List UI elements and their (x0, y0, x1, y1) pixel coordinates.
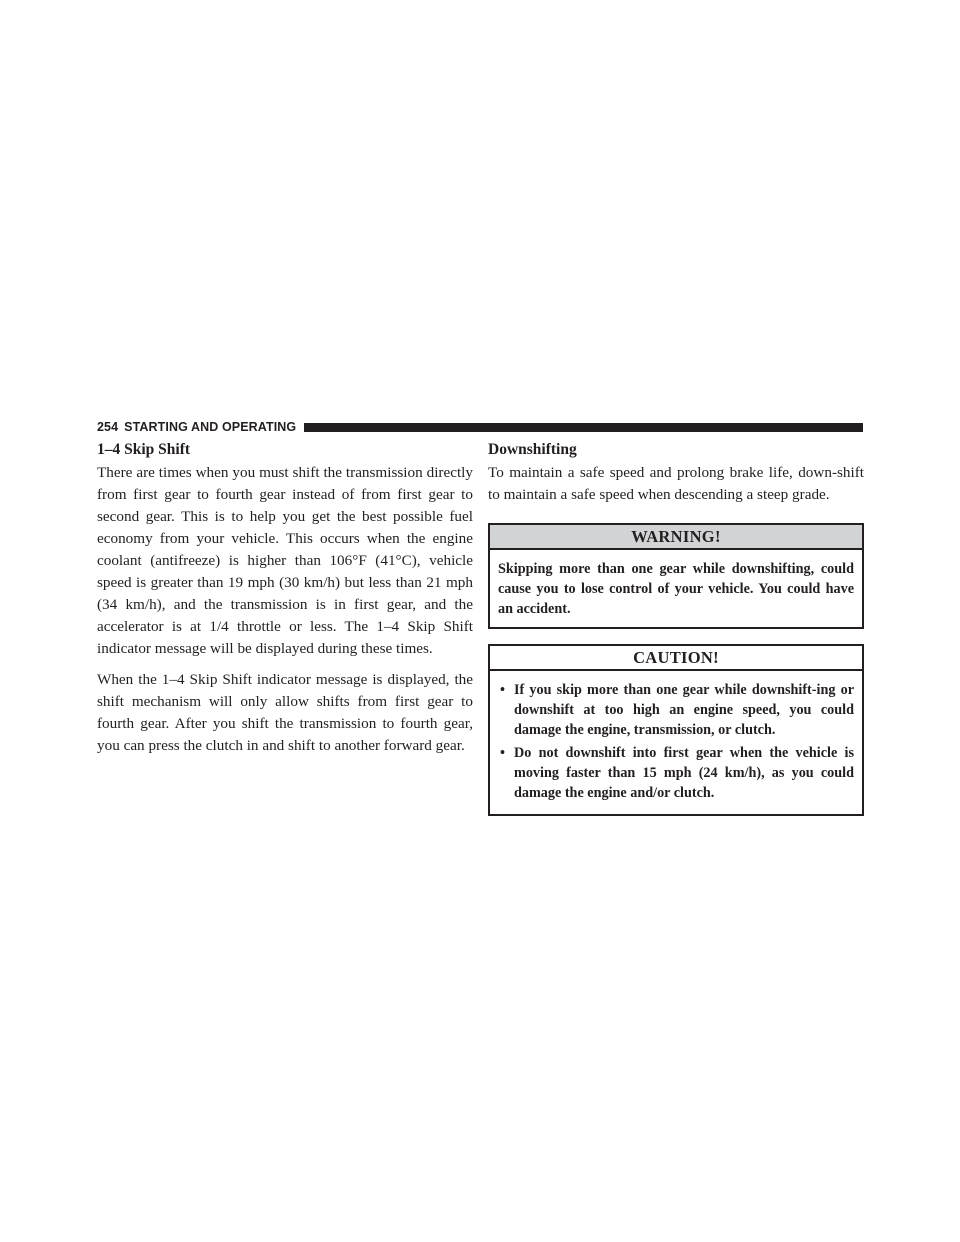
skip-shift-heading: 1–4 Skip Shift (97, 441, 191, 458)
left-column (97, 440, 473, 757)
caution-body (490, 671, 862, 814)
bullet-icon: • (500, 682, 505, 698)
downshifting-paragraph: To maintain a safe speed and prolong brake life, down-shift to maintain a safe speed when descending a steep grade. (488, 464, 864, 503)
header-rule (304, 423, 863, 432)
caution-item-text: Do not downshift into first gear when the vehicle is moving faster than 15 mph (24 km/h), as you could damage the engine and/or clutch. (514, 745, 854, 801)
warning-text: Skipping more than one gear while downshifting, could cause you to lose control of your vehicle. You could have an accident. (498, 561, 854, 617)
right-column (488, 440, 864, 816)
caution-item (498, 743, 854, 803)
caution-item (498, 680, 854, 740)
page-header (97, 419, 863, 435)
bullet-icon: • (500, 745, 505, 761)
page-number: 254 (97, 420, 119, 434)
downshifting-heading: Downshifting (488, 441, 577, 458)
caution-box (488, 644, 864, 816)
skip-shift-paragraph-1: There are times when you must shift the transmission directly from first gear to fourth gear instead of from first gear to second gear. This is to help you get the best possible fuel economy from your vehicle. This occurs when the engine coolant (antifreeze) is higher than 106°F (41°C), vehicle speed is greater than 19 mph (30 km/h) but less than 21 mph (34 km/h), and the transmission is in first gear, and the accelerator is at 1/4 throttle or less. The 1–4 Skip Shift indicator message will be displayed during these times. (97, 464, 473, 657)
caution-list (498, 680, 854, 803)
skip-shift-paragraph-2: When the 1–4 Skip Shift indicator message is displayed, the shift mechanism will only allow shifts from first gear to fourth gear. After you shift the transmission to fourth gear, you can press the clutch in and shift to another forward gear. (97, 671, 473, 754)
caution-title: CAUTION! (490, 646, 862, 671)
warning-box (488, 523, 864, 629)
warning-title: WARNING! (490, 525, 862, 550)
section-title: STARTING AND OPERATING (124, 420, 297, 434)
caution-item-text: If you skip more than one gear while downshift-ing or downshift at too high an engine speed, you could damage the engine, transmission, or clutch. (514, 682, 854, 738)
